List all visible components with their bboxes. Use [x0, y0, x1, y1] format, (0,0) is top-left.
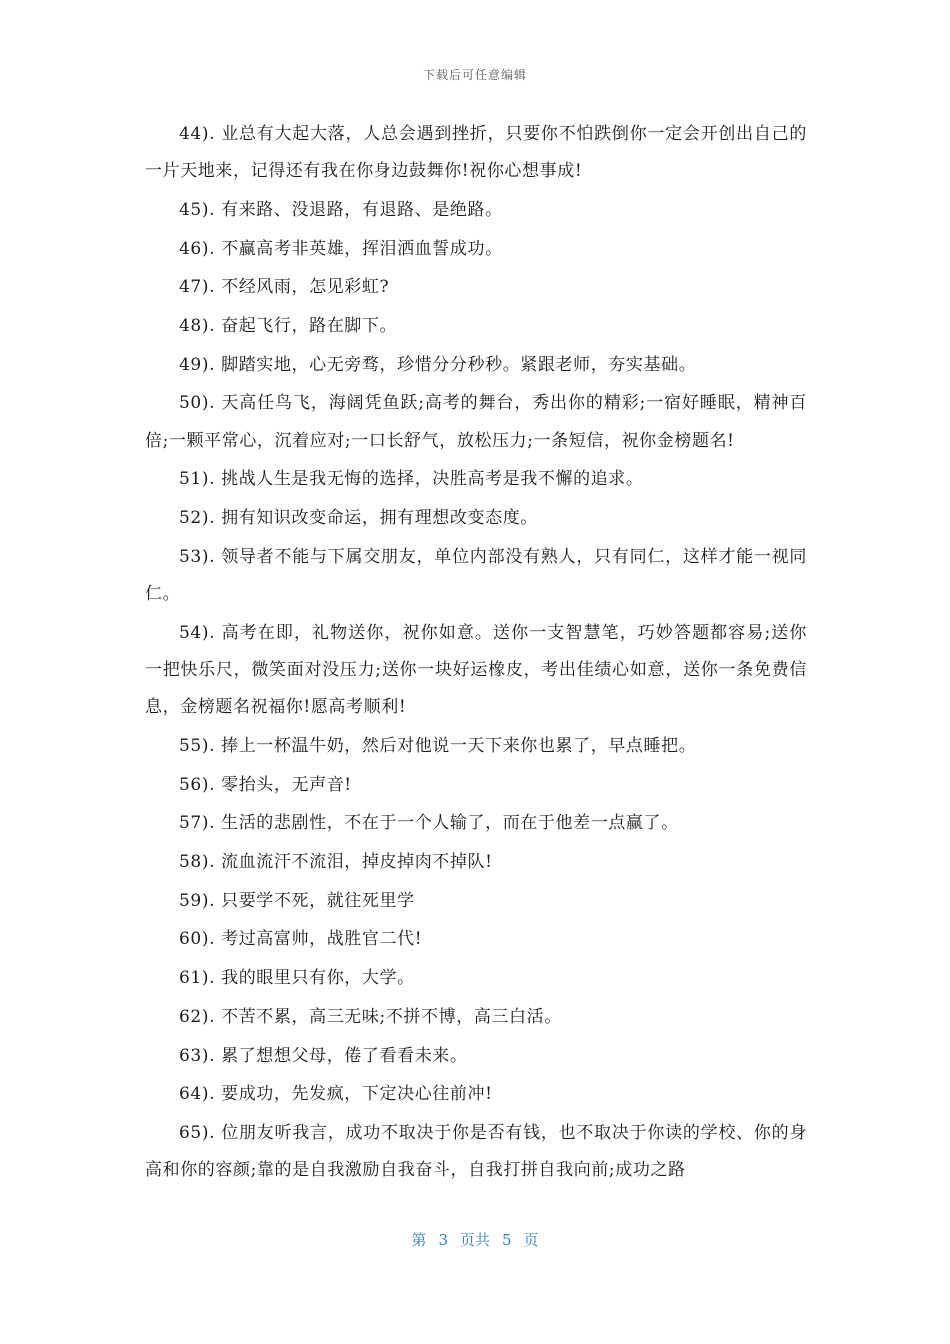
item-number: 53). — [179, 546, 216, 567]
item-text: 捧上一杯温牛奶，然后对他说一天下来你也累了，早点睡把。 — [221, 736, 697, 757]
item-text: 不赢高考非英雄，挥泪洒血誓成功。 — [221, 238, 503, 259]
item-text: 挑战人生是我无悔的选择，决胜高考是我不懈的追求。 — [221, 469, 644, 490]
item-number: 47). — [179, 277, 216, 298]
list-item — [145, 1076, 807, 1113]
item-number: 54). — [179, 622, 216, 643]
list-item — [145, 269, 807, 306]
item-number: 59). — [179, 890, 216, 911]
list-item — [145, 1038, 807, 1075]
list-item — [145, 385, 807, 460]
footer-label-di: 第 — [411, 1231, 427, 1249]
list-item — [145, 728, 807, 765]
item-text: 只要学不死，就往死里学 — [221, 890, 415, 911]
list-item — [145, 461, 807, 498]
item-text: 业总有大起大落，人总会遇到挫折，只要你不怕跌倒你一定会开创出自己的一片天地来，记得还有我在你身边鼓舞你!祝你心想事成! — [145, 124, 807, 182]
item-number: 63). — [179, 1045, 216, 1066]
list-item — [145, 116, 807, 191]
list-item — [145, 767, 807, 804]
item-number: 62). — [179, 1006, 216, 1027]
item-number: 55). — [179, 736, 216, 757]
list-item — [145, 308, 807, 345]
list-item — [145, 921, 807, 958]
item-text: 有来路、没退路，有退路、是绝路。 — [221, 199, 503, 220]
list-item — [145, 960, 807, 997]
item-text: 拥有知识改变命运，拥有理想改变态度。 — [221, 508, 538, 529]
list-item — [145, 999, 807, 1036]
item-number: 64). — [179, 1084, 216, 1105]
item-number: 65). — [179, 1122, 216, 1143]
item-text: 累了想想父母，倦了看看未来。 — [221, 1045, 468, 1066]
list-item — [145, 347, 807, 384]
footer-label-ye: 页 — [523, 1231, 539, 1249]
item-number: 52). — [179, 508, 216, 529]
document-body — [145, 116, 807, 1191]
item-text: 位朋友听我言，成功不取决于你是否有钱，也不取决于你读的学校、你的身高和你的容颜;靠的是自我激励自我奋斗，自我打拼自我向前;成功之路 — [145, 1122, 807, 1181]
footer-current-page: 3 — [438, 1231, 448, 1249]
item-text: 生活的悲剧性，不在于一个人输了，而在于他差一点赢了。 — [221, 813, 679, 834]
header-note: 下载后可任意编辑 — [422, 68, 527, 82]
list-item — [145, 231, 807, 268]
page-footer — [0, 1229, 950, 1250]
item-number: 57). — [179, 813, 216, 834]
item-text: 不经风雨，怎见彩虹? — [221, 277, 390, 298]
item-text: 零抬头，无声音! — [221, 774, 352, 795]
item-number: 58). — [179, 852, 216, 873]
item-number: 61). — [179, 968, 216, 989]
list-item — [145, 883, 807, 920]
item-text: 不苦不累，高三无味;不拼不博，高三白活。 — [221, 1006, 562, 1027]
list-item — [145, 1115, 807, 1190]
item-number: 46). — [179, 238, 216, 259]
item-text: 领导者不能与下属交朋友，单位内部没有熟人，只有同仁，这样才能一视同仁。 — [145, 546, 807, 605]
item-number: 60). — [179, 929, 216, 950]
footer-label-ye-gong: 页共 — [459, 1231, 490, 1249]
item-number: 49). — [179, 354, 216, 375]
item-number: 44). — [179, 124, 216, 144]
item-text: 考过高富帅，战胜官二代! — [221, 929, 423, 950]
footer-total-pages: 5 — [502, 1231, 512, 1249]
item-number: 45). — [179, 199, 216, 220]
item-number: 48). — [179, 316, 216, 337]
list-item — [145, 805, 807, 842]
list-item — [145, 192, 807, 229]
list-item — [145, 615, 807, 727]
item-text: 奋起飞行，路在脚下。 — [221, 316, 398, 337]
item-number: 56). — [179, 774, 216, 795]
item-text: 我的眼里只有你，大学。 — [221, 968, 415, 989]
item-text: 脚踏实地，心无旁骛，珍惜分分秒秒。紧跟老师，夯实基础。 — [221, 354, 697, 375]
item-number: 51). — [179, 469, 216, 490]
item-number: 50). — [179, 393, 216, 414]
item-text: 流血流汗不流泪，掉皮掉肉不掉队! — [221, 852, 493, 873]
list-item — [145, 500, 807, 537]
item-text: 高考在即，礼物送你，祝你如意。送你一支智慧笔，巧妙答题都容易;送你一把快乐尺，微笑面对没压力;送你一块好运橡皮，考出佳绩心如意，送你一条免费信息，金榜题名祝福你!愿高考顺利! — [145, 622, 807, 718]
item-text: 要成功，先发疯，下定决心往前冲! — [221, 1084, 493, 1105]
item-text: 天高任鸟飞，海阔凭鱼跃;高考的舞台，秀出你的精彩;一宿好睡眠，精神百倍;一颗平常心，沉着应对;一口长舒气，放松压力;一条短信，祝你金榜题名! — [145, 393, 807, 451]
list-item — [145, 844, 807, 881]
list-item — [145, 539, 807, 614]
